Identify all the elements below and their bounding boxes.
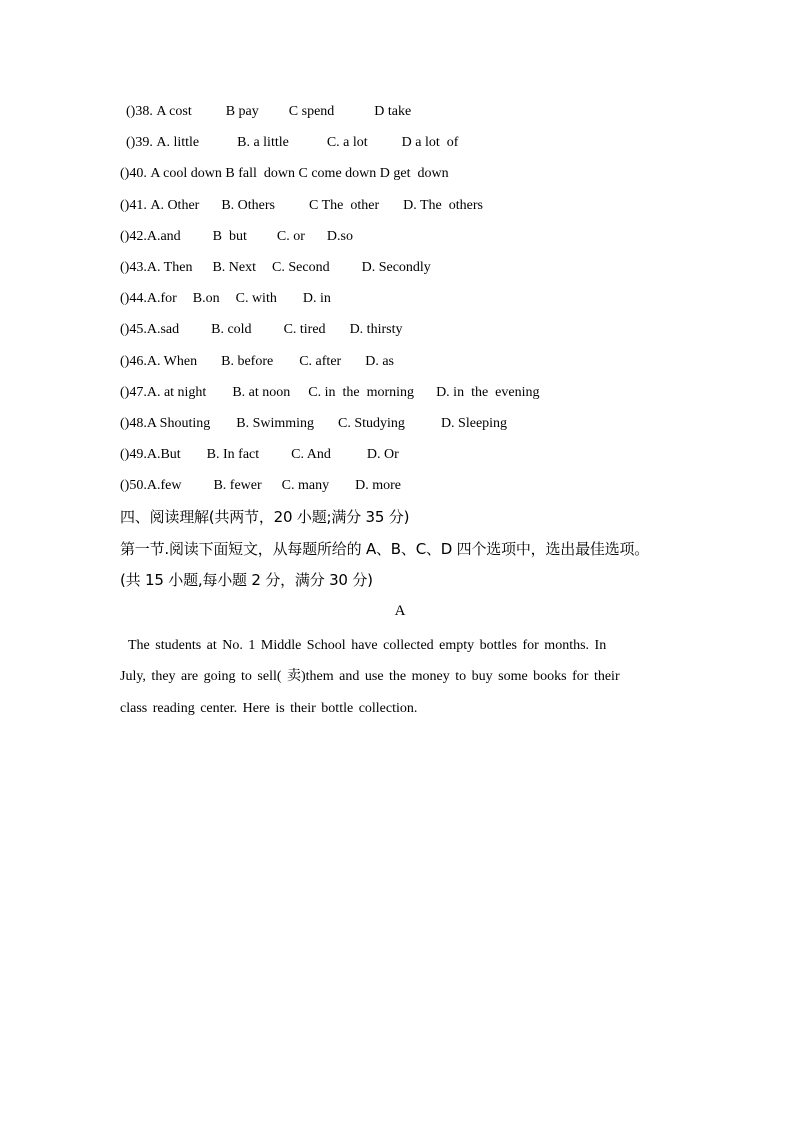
option-d: D take	[374, 104, 412, 119]
option-d: D. in the evening	[436, 384, 540, 400]
option-b: B. cold	[211, 322, 252, 338]
option-d: D.so	[326, 228, 353, 244]
option-b: B. before	[221, 353, 274, 369]
option-c: C. Studying	[338, 415, 405, 431]
option-c: C come down	[298, 166, 377, 182]
cloze-question-list	[120, 100, 680, 505]
option-c: C. a lot	[326, 135, 368, 151]
question-45	[120, 318, 680, 349]
option-b: B. Next	[212, 259, 257, 275]
option-b: B. a little	[237, 135, 289, 151]
section-heading: 四、阅读理解(共两节，20 小题;满分 35 分)	[120, 508, 410, 527]
question-43	[120, 256, 680, 287]
option-a: A. at night	[146, 384, 207, 400]
question-number: ()46.	[120, 353, 147, 369]
option-d: D. Secondly	[361, 259, 431, 275]
question-42	[120, 225, 680, 256]
option-b: B. at noon	[232, 384, 291, 400]
question-number: ()48.	[120, 415, 147, 431]
option-b: B. fewer	[213, 478, 262, 494]
question-number: ()49.	[120, 447, 147, 463]
option-a: A.But	[146, 447, 181, 463]
option-d: D. as	[365, 353, 394, 369]
option-c: C. with	[235, 291, 277, 307]
option-d: D. Or	[366, 447, 399, 463]
passage-label: A	[394, 603, 406, 619]
option-a: A. little	[156, 135, 200, 151]
option-a: A.for	[146, 291, 177, 307]
option-c: C. tired	[283, 322, 326, 338]
question-number: ()50.	[120, 478, 147, 494]
option-c: C. Second	[272, 259, 330, 275]
section-instruction: 第一节.阅读下面短文，从每题所给的 A、B、C、D 四个选项中，选出最佳选项。	[120, 539, 650, 558]
passage-line: The students at No. 1 Middle School have collected empty bottles for months. In	[128, 638, 607, 654]
option-b: B. In fact	[206, 447, 260, 463]
option-a: A. Then	[146, 259, 193, 275]
section-instruction-scoring: (共 15 小题,每小题 2 分，满分 30 分)	[120, 570, 373, 589]
option-d: D a lot of	[401, 135, 459, 151]
option-c: C. And	[291, 447, 331, 463]
question-40	[120, 162, 680, 193]
question-44	[120, 287, 680, 318]
option-b: B fall down	[225, 166, 295, 182]
question-41	[120, 194, 680, 225]
option-b: B.on	[192, 291, 220, 307]
option-c: C The other	[309, 197, 380, 213]
passage-line: class reading center. Here is their bottle collection.	[120, 700, 418, 716]
option-a: A.sad	[146, 322, 180, 338]
option-a: A Shouting	[146, 415, 211, 431]
document-content	[120, 100, 680, 724]
option-c: C. after	[299, 353, 342, 369]
option-c: C. many	[281, 478, 330, 494]
option-d: D. in	[302, 291, 331, 307]
question-50	[120, 474, 680, 505]
question-49	[120, 443, 680, 474]
option-c: C spend	[288, 104, 335, 119]
question-number: ()47.	[120, 384, 147, 400]
option-c: C. or	[276, 228, 305, 244]
option-b: B. Others	[221, 197, 275, 213]
question-47	[120, 381, 680, 412]
option-a: A.and	[146, 228, 181, 244]
option-b: B pay	[225, 104, 259, 119]
option-a: A.few	[146, 478, 182, 494]
option-b: B. Swimming	[236, 415, 315, 431]
option-d: D. Sleeping	[440, 415, 508, 431]
question-39	[120, 131, 680, 162]
passage-text	[120, 630, 680, 724]
option-d: D. The others	[403, 197, 483, 213]
question-number: ()44.	[120, 291, 147, 307]
option-a: A. When	[146, 353, 198, 369]
option-c: C. in the morning	[308, 384, 415, 400]
question-number: ()38.	[126, 104, 153, 119]
question-number: ()45.	[120, 322, 147, 338]
option-a: A cost	[156, 104, 192, 119]
question-38	[120, 100, 680, 131]
question-number: ()40.	[120, 166, 147, 182]
question-48	[120, 412, 680, 443]
option-a: A cool down	[150, 166, 222, 182]
question-number: ()43.	[120, 259, 147, 275]
option-d: D. thirsty	[349, 322, 403, 338]
question-number: ()39.	[126, 135, 153, 151]
question-46	[120, 350, 680, 381]
option-b: B but	[212, 228, 247, 244]
option-d: D get down	[379, 166, 449, 182]
question-number: ()41.	[120, 197, 147, 213]
passage-line: July, they are going to sell( 卖)them and use the money to buy some books for their	[120, 669, 620, 685]
option-a: A. Other	[150, 197, 200, 213]
question-number: ()42.	[120, 228, 147, 244]
option-d: D. more	[355, 478, 401, 494]
